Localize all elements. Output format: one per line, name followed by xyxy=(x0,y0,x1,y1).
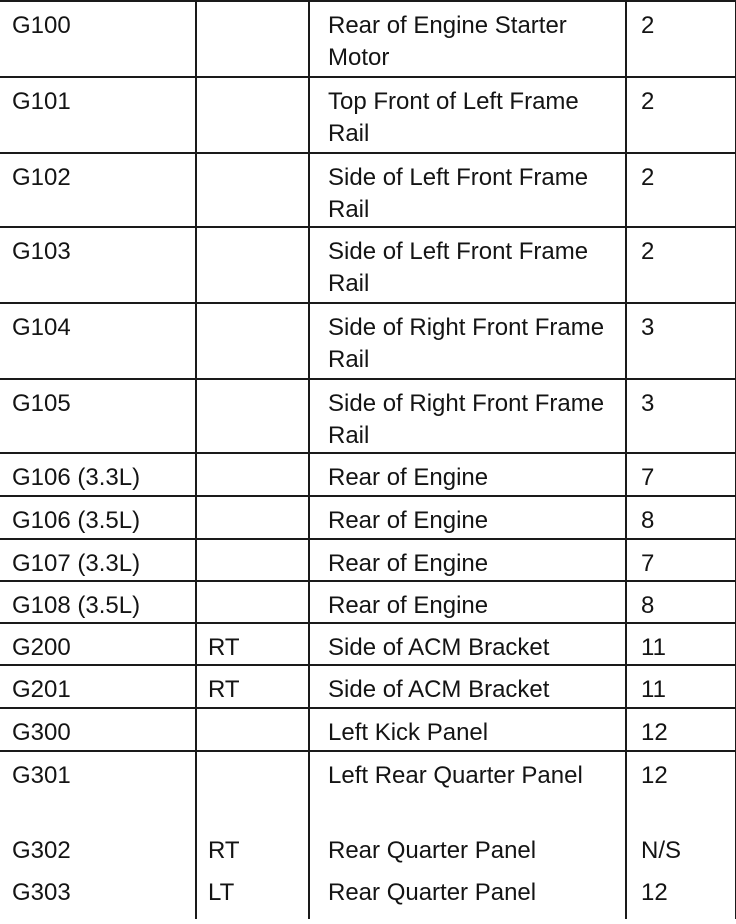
ground-location: RT xyxy=(196,665,309,708)
ground-location xyxy=(196,496,309,539)
ground-location: RT xyxy=(196,827,309,869)
table-row xyxy=(0,581,736,623)
table-row xyxy=(0,665,736,708)
ground-description: Side of Left Front Frame Rail xyxy=(309,153,626,227)
ground-description: Rear of Engine xyxy=(309,453,626,496)
ground-id: G300 xyxy=(0,708,196,751)
ground-id: G102 xyxy=(0,153,196,227)
ground-description: Rear Quarter Panel xyxy=(309,827,626,869)
ground-description: Rear of Engine xyxy=(309,539,626,581)
table-row xyxy=(0,453,736,496)
ground-id: G303 xyxy=(0,869,196,919)
ground-location xyxy=(196,539,309,581)
figure-number: 12 xyxy=(626,708,736,751)
table-row xyxy=(0,827,736,869)
ground-location xyxy=(196,1,309,77)
figure-number: 2 xyxy=(626,1,736,77)
ground-location: LT xyxy=(196,869,309,919)
table-row xyxy=(0,303,736,379)
ground-location xyxy=(196,153,309,227)
table-row xyxy=(0,708,736,751)
ground-id: G301 xyxy=(0,751,196,827)
figure-number: 2 xyxy=(626,227,736,303)
ground-location xyxy=(196,708,309,751)
ground-location xyxy=(196,581,309,623)
ground-id: G302 xyxy=(0,827,196,869)
figure-number: 3 xyxy=(626,303,736,379)
ground-id: G108 (3.5L) xyxy=(0,581,196,623)
ground-id: G105 xyxy=(0,379,196,453)
ground-id: G101 xyxy=(0,77,196,153)
ground-location xyxy=(196,77,309,153)
ground-id: G201 xyxy=(0,665,196,708)
figure-number: 11 xyxy=(626,665,736,708)
table-row xyxy=(0,869,736,919)
ground-id: G106 (3.3L) xyxy=(0,453,196,496)
ground-description: Side of ACM Bracket xyxy=(309,665,626,708)
ground-description: Left Rear Quarter Panel xyxy=(309,751,626,827)
table-row xyxy=(0,1,736,77)
ground-description: Side of Left Front Frame Rail xyxy=(309,227,626,303)
figure-number: 12 xyxy=(626,751,736,827)
ground-description: Rear of Engine Starter Motor xyxy=(309,1,626,77)
ground-id: G104 xyxy=(0,303,196,379)
ground-location xyxy=(196,227,309,303)
ground-location xyxy=(196,751,309,827)
table-row xyxy=(0,496,736,539)
ground-description: Left Kick Panel xyxy=(309,708,626,751)
ground-id: G200 xyxy=(0,623,196,665)
figure-number: 8 xyxy=(626,581,736,623)
figure-number: 2 xyxy=(626,77,736,153)
table-row xyxy=(0,77,736,153)
figure-number: 7 xyxy=(626,539,736,581)
figure-number: 11 xyxy=(626,623,736,665)
table-row xyxy=(0,153,736,227)
ground-description: Side of Right Front Frame Rail xyxy=(309,303,626,379)
table-row xyxy=(0,623,736,665)
table-row xyxy=(0,539,736,581)
ground-description: Rear of Engine xyxy=(309,581,626,623)
table-row xyxy=(0,379,736,453)
figure-number: 2 xyxy=(626,153,736,227)
ground-description: Side of ACM Bracket xyxy=(309,623,626,665)
ground-description: Top Front of Left Frame Rail xyxy=(309,77,626,153)
figure-number: 8 xyxy=(626,496,736,539)
ground-location xyxy=(196,453,309,496)
ground-id: G103 xyxy=(0,227,196,303)
figure-number: 7 xyxy=(626,453,736,496)
ground-location xyxy=(196,379,309,453)
table-row xyxy=(0,751,736,827)
ground-description: Side of Right Front Frame Rail xyxy=(309,379,626,453)
ground-location: RT xyxy=(196,623,309,665)
ground-id: G100 xyxy=(0,1,196,77)
figure-number: 12 xyxy=(626,869,736,919)
ground-id: G107 (3.3L) xyxy=(0,539,196,581)
ground-description: Rear Quarter Panel xyxy=(309,869,626,919)
figure-number: 3 xyxy=(626,379,736,453)
ground-location xyxy=(196,303,309,379)
table-row xyxy=(0,227,736,303)
ground-description: Rear of Engine xyxy=(309,496,626,539)
figure-number: N/S xyxy=(626,827,736,869)
ground-id: G106 (3.5L) xyxy=(0,496,196,539)
